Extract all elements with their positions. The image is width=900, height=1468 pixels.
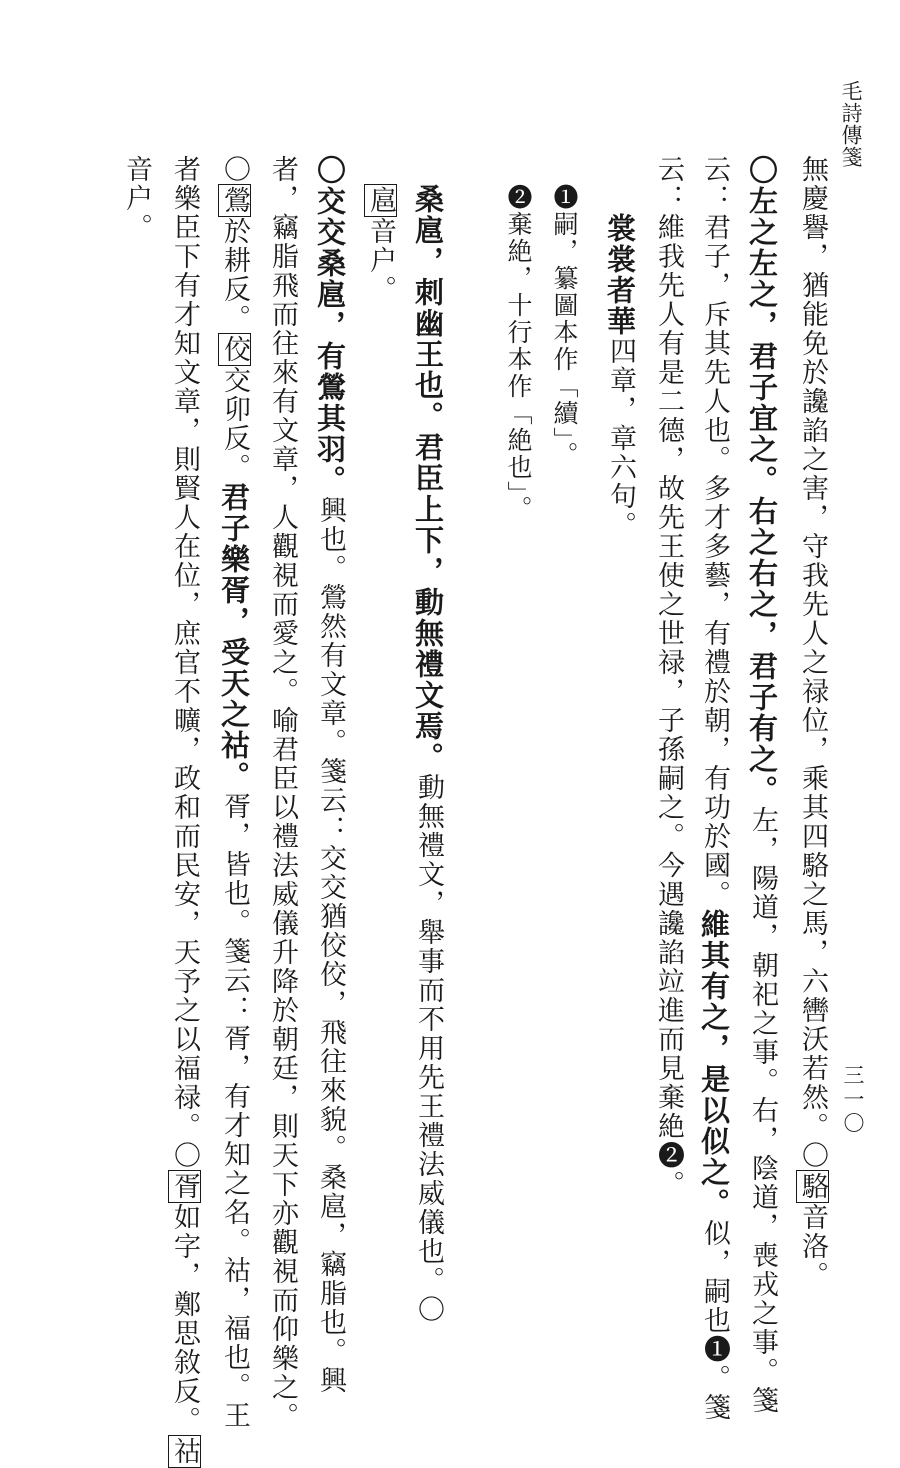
text-column: [788, 155, 836, 1295]
commentary-text: 交卯反。: [219, 366, 250, 482]
commentary-text: 者，竊脂飛而往來有文章，人觀視而愛之。喻君臣以禮法威儀升降於朝廷，則天下亦觀視而仰樂之。: [267, 155, 298, 1431]
collation-note: ❶嗣，纂圖本作「續」。: [550, 184, 579, 469]
commentary-text: 似，嗣也❶。箋: [699, 1219, 730, 1422]
text-column: [596, 155, 644, 1295]
text-column: [644, 155, 692, 1295]
commentary-text: 興也。鶯然有文章。箋云：交交猶佼佼，飛往來貌。桑扈，竊脂也。興: [315, 496, 346, 1395]
pronunciation-marker: 祜: [169, 1437, 200, 1466]
pronunciation-marker: 駱: [797, 1172, 828, 1201]
pronunciation-marker: 胥: [169, 1172, 200, 1201]
commentary-text: 音户。: [365, 217, 396, 304]
commentary-text: 左，陽道，朝祀之事。右，陰道，喪戎之事。箋: [747, 806, 778, 1415]
pronunciation-marker: 佼: [219, 335, 250, 364]
commentary-text: 如字，鄭思敘反。: [169, 1203, 200, 1435]
main-text: 維其有之，是以似之。: [697, 909, 731, 1219]
commentary-text: [413, 155, 444, 184]
main-text: 〇交交桑扈，有鶯其羽。: [313, 155, 347, 496]
main-text: 君子樂胥，受天之祜。: [217, 482, 251, 792]
commentary-text: 者樂臣下有才知文章，則賢人在位，庶官不曠，政和而民安，天予之以福禄。〇: [169, 155, 200, 1170]
pronunciation-marker: 鶯: [219, 186, 250, 215]
commentary-text: [503, 155, 534, 184]
text-column: [404, 155, 452, 1324]
commentary-text: [365, 155, 396, 184]
pronunciation-marker: 扈: [365, 186, 396, 215]
commentary-text: [605, 155, 636, 213]
text-column: [112, 155, 160, 1295]
text-column: [356, 155, 404, 1295]
page-number: 三一〇: [841, 1064, 865, 1136]
commentary-text: 動無禮文，舉事而不用先王禮法威儀也。〇: [413, 773, 444, 1324]
text-column: [494, 155, 542, 1295]
text-column: [306, 155, 354, 1395]
commentary-text: 無慶譽，猶能免於讒諂之害，守我先人之禄位，乘其四駱之馬，六轡沃若然。〇: [797, 155, 828, 1170]
commentary-text: 云：維我先人有是二德，故先王使之世禄，子孫嗣之。今遇讒諂竝進而見棄絶❷。: [653, 155, 684, 1199]
main-text: 裳裳者華: [603, 213, 637, 337]
main-text: 〇左之左之，君子宜之。右之右之，君子有之。: [745, 155, 779, 806]
commentary-text: 音洛。: [797, 1203, 828, 1290]
commentary-text: [549, 155, 580, 184]
text-column: [540, 155, 588, 1295]
commentary-text: 〇: [219, 155, 250, 184]
main-text: 桑扈，刺幽王也。君臣上下，動無禮文焉。: [411, 184, 445, 773]
commentary-text: 胥，皆也。箋云：胥，有才知之名。祜，福也。王: [219, 792, 250, 1430]
commentary-text: 四章，章六句。: [605, 337, 636, 540]
commentary-text: 於耕反。: [219, 217, 250, 333]
text-column: [210, 155, 258, 1430]
text-column: [690, 155, 738, 1422]
book-title: 毛詩傳箋: [839, 80, 863, 168]
commentary-text: 云：君子，斥其先人也。多才多藝，有禮於朝，有功於國。: [699, 155, 730, 909]
commentary-text: 音户。: [121, 155, 152, 242]
text-column: [738, 155, 786, 1415]
text-column: [258, 155, 306, 1431]
collation-note: ❷棄絶，十行本作「絶也」。: [504, 184, 533, 523]
text-column: [160, 155, 208, 1466]
